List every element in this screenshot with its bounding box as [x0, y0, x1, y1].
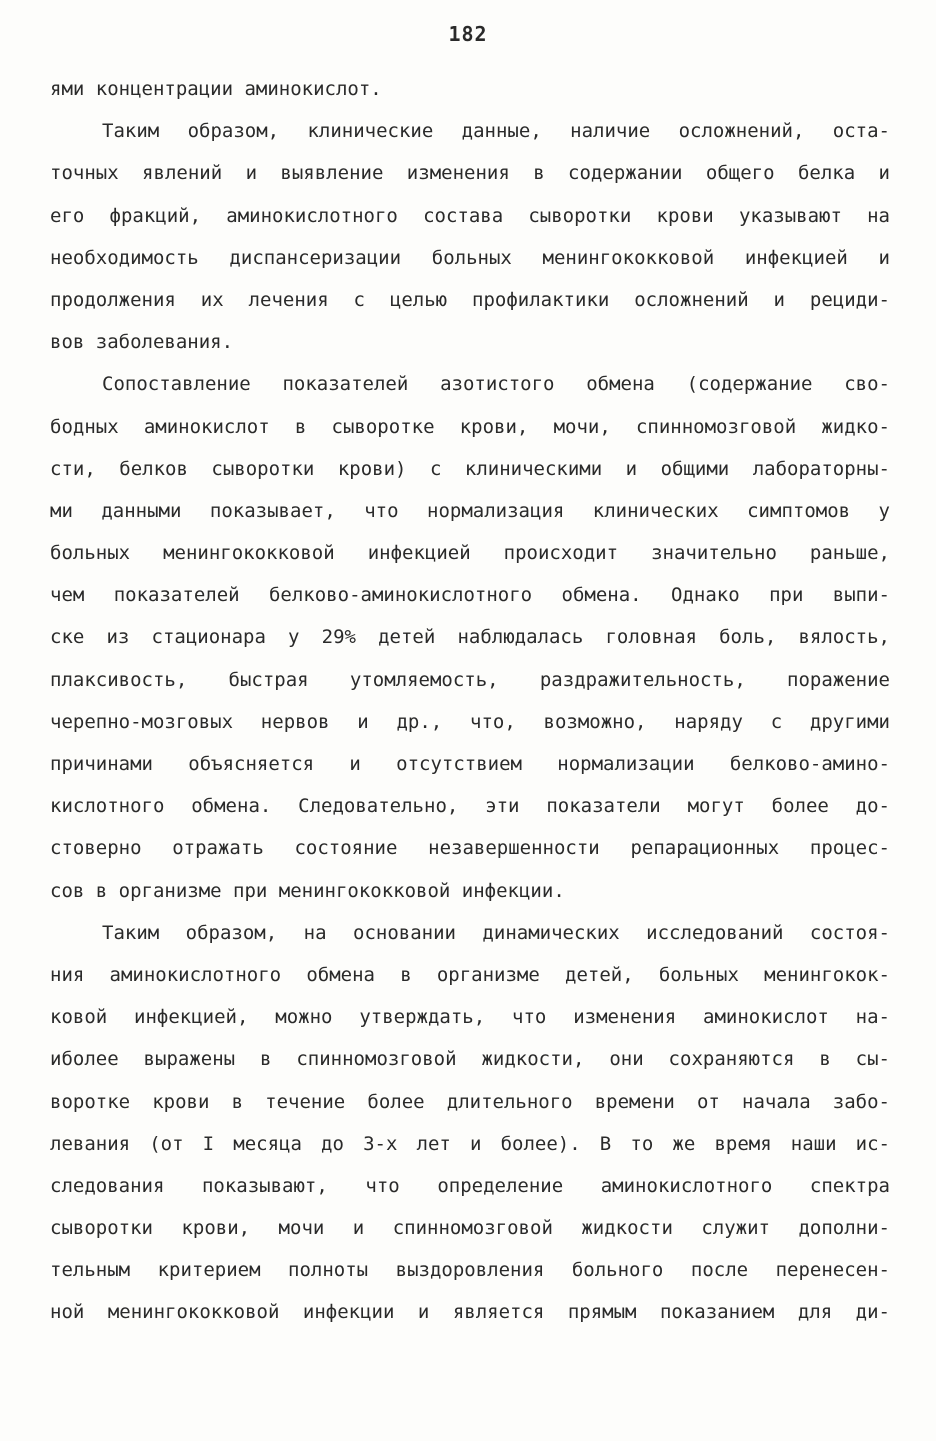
text-line: плаксивость, быстрая утомляемость, раздражительность, поражение [50, 668, 890, 691]
text-line: левания (от I месяца до 3-х лет и более). В то же время наши ис- [50, 1132, 890, 1155]
text-line: иболее выражены в спинномозговой жидкости, они сохраняются в сы- [50, 1048, 890, 1071]
page-number: 182 [448, 22, 488, 46]
text-line: следования показывают, что определение аминокислотного спектра [50, 1174, 890, 1197]
text-line: причинами объясняется и отсутствием нормализации белково-амино- [50, 753, 890, 775]
text-line: тельным критерием полноты выздоровления больного после перенесен- [50, 1259, 890, 1282]
text-line: стоверно отражать состояние незавершенности репарационных процес- [50, 837, 890, 860]
text-line: бодных аминокислот в сыворотке крови, мочи, спинномозговой жидко- [50, 415, 890, 438]
text-line: кислотного обмена. Следовательно, эти показатели могут более до- [50, 795, 890, 818]
text-line: ями концентрации аминокислот. [50, 78, 382, 100]
text-line: его фракций, аминокислотного состава сыворотки крови указывают на [50, 204, 890, 227]
text-line: больных менингококковой инфекцией происходит значительно раньше, [50, 542, 890, 565]
text-line: черепно-мозговых нервов и др., что, возможно, наряду с другими [50, 710, 890, 733]
body-text [50, 68, 890, 1334]
text-line: ния аминокислотного обмена в организме детей, больных менингокок- [50, 963, 890, 986]
text-line: сыворотки крови, мочи и спинномозговой жидкости служит дополни- [50, 1217, 890, 1240]
text-line: ми данными показывает, что нормализация клинических симптомов у [50, 499, 890, 522]
text-line: ковой инфекцией, можно утверждать, что изменения аминокислот на- [50, 1006, 890, 1029]
text-line: Сопоставление показателей азотистого обмена (содержание сво- [102, 373, 890, 396]
text-line: точных явлений и выявление изменения в содержании общего белка и [50, 162, 890, 185]
text-line: продолжения их лечения с целью профилактики осложнений и рециди- [50, 288, 890, 311]
text-line: Таким образом, клинические данные, наличие осложнений, оста- [102, 120, 890, 143]
text-line: необходимость диспансеризации больных менингококковой инфекцией и [50, 246, 890, 269]
text-line: Таким образом, на основании динамических исследований состоя- [102, 921, 890, 944]
text-line: ной менингококковой инфекции и является прямым показанием для ди- [50, 1301, 890, 1324]
text-line: ске из стационара у 29% детей наблюдалась головная боль, вялость, [50, 626, 890, 649]
text-line: воротке крови в течение более длительного времени от начала забо- [50, 1090, 890, 1113]
text-line: сов в организме при менингококковой инфекции. [50, 879, 565, 902]
text-line: чем показателей белково-аминокислотного обмена. Однако при выпи- [50, 584, 890, 607]
text-line: вов заболевания. [50, 331, 234, 354]
text-line: сти, белков сыворотки крови) с клиническими и общими лабораторны- [50, 457, 890, 480]
